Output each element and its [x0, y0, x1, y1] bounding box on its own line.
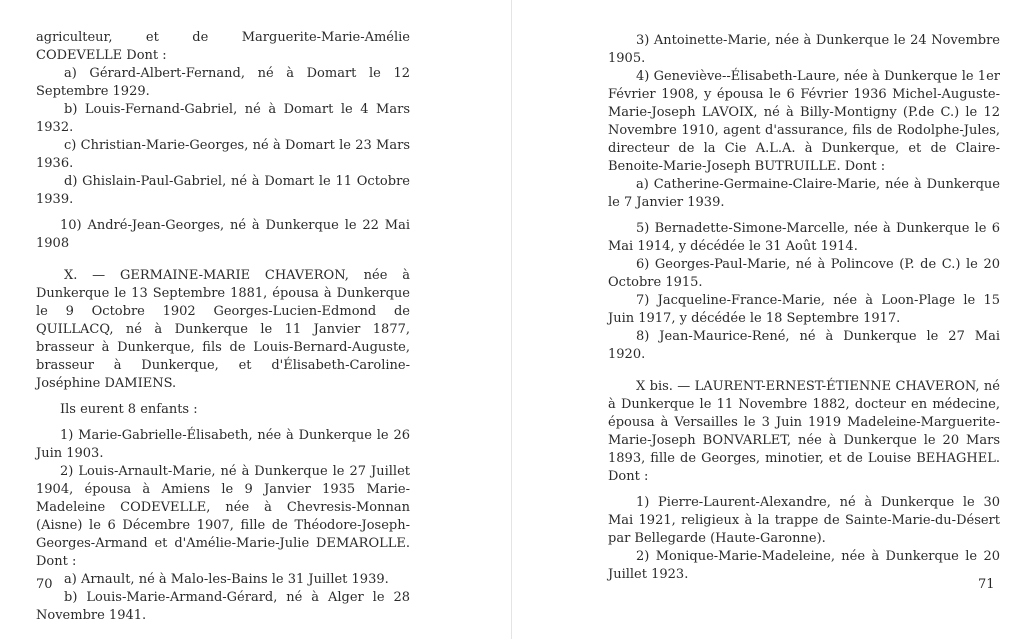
- list-item: c) Christian-Marie-Georges, né à Domart le 23 Mars 1936.: [36, 138, 410, 171]
- list-item: b) Louis-Fernand-Gabriel, né à Domart le 4 Mars 1932.: [36, 102, 410, 135]
- list-item: 3) Antoinette-Marie, née à Dunkerque le 24 Novembre 1905.: [608, 33, 1000, 66]
- list-item: d) Ghislain-Paul-Gabriel, né à Domart le 11 Octobre 1939.: [36, 174, 410, 207]
- list-item: 8) Jean-Maurice-René, né à Dunkerque le 27 Mai 1920.: [608, 329, 1000, 362]
- list-item: a) Catherine-Germaine-Claire-Marie, née à Dunkerque le 7 Janvier 1939.: [608, 177, 1000, 210]
- list-item: a) Gérard-Albert-Fernand, né à Domart le 12 Septembre 1929.: [36, 66, 410, 99]
- list-item: 1) Marie-Gabrielle-Élisabeth, née à Dunkerque le 26 Juin 1903.: [36, 428, 410, 461]
- paragraph: Ils eurent 8 enfants :: [60, 402, 198, 417]
- right-page-text: [608, 32, 1000, 584]
- page-number: 71: [978, 577, 995, 592]
- right-page: [512, 0, 1024, 639]
- page-number: 70: [36, 577, 53, 592]
- list-item: 10) André-Jean-Georges, né à Dunkerque le 22 Mai 1908: [36, 218, 410, 251]
- list-item: a) Arnault, né à Malo-les-Bains le 31 Juillet 1939.: [64, 572, 389, 587]
- list-item: 4) Geneviève--Élisabeth-Laure, née à Dunkerque le 1er Février 1908, y épousa le 6 Février 1936 Michel-Auguste-Marie-Joseph LAVOIX, né à Billy-Montigny (P.de C.) le 12 Novembre 1910, agent d'assurance, fils de Rodolphe-Jules, directeur de la Cie A.L.A. à Dunkerque, et de Claire-Benoite-Marie-Joseph BUTRUILLE. Dont :: [608, 69, 1000, 174]
- paragraph: agriculteur, et de Marguerite-Marie-Amélie CODEVELLE Dont :: [36, 30, 410, 63]
- list-item: 6) Georges-Paul-Marie, né à Polincove (P. de C.) le 20 Octobre 1915.: [608, 257, 1000, 290]
- list-item: 2) Monique-Marie-Madeleine, née à Dunkerque le 20 Juillet 1923.: [608, 549, 1000, 582]
- list-item: 1) Pierre-Laurent-Alexandre, né à Dunkerque le 30 Mai 1921, religieux à la trappe de Sainte-Marie-du-Désert par Bellegarde (Haute-Garonne).: [608, 495, 1000, 546]
- paragraph: X. — GERMAINE-MARIE CHAVERON, née à Dunkerque le 13 Septembre 1881, épousa à Dunkerque le 9 Octobre 1902 Georges-Lucien-Edmond de QUILLACQ, né à Dunkerque le 11 Janvier 1877, brasseur à Dunkerque, fils de Louis-Bernard-Auguste, brasseur à Dunkerque, et d'Élisabeth-Caroline-Joséphine DAMIENS.: [36, 268, 410, 391]
- list-item: b) Louis-Marie-Armand-Gérard, né à Alger le 28 Novembre 1941.: [36, 590, 410, 623]
- list-item: 7) Jacqueline-France-Marie, née à Loon-Plage le 15 Juin 1917, y décédée le 18 Septembre 1917.: [608, 293, 1000, 326]
- paragraph: X bis. — LAURENT-ERNEST-ÉTIENNE CHAVERON, né à Dunkerque le 11 Novembre 1882, docteur en médecine, épousa à Versailles le 3 Juin 1919 Madeleine-Marguerite-Marie-Joseph BONVARLET, née à Dunkerque le 20 Mars 1893, fille de Georges, minotier, et de Louise BEHAGHEL. Dont :: [608, 379, 1000, 484]
- list-item: 2) Louis-Arnault-Marie, né à Dunkerque le 27 Juillet 1904, épousa à Amiens le 9 Janvier 1935 Marie-Madeleine CODEVELLE, née à Chevresis-Monnan (Aisne) le 6 Décembre 1907, fille de Théodore-Joseph-Georges-Armand et d'Amélie-Marie-Julie DEMAROLLE. Dont :: [36, 464, 410, 569]
- list-item: 5) Bernadette-Simone-Marcelle, née à Dunkerque le 6 Mai 1914, y décédée le 31 Août 1914.: [608, 221, 1000, 254]
- left-page-text: [36, 29, 410, 625]
